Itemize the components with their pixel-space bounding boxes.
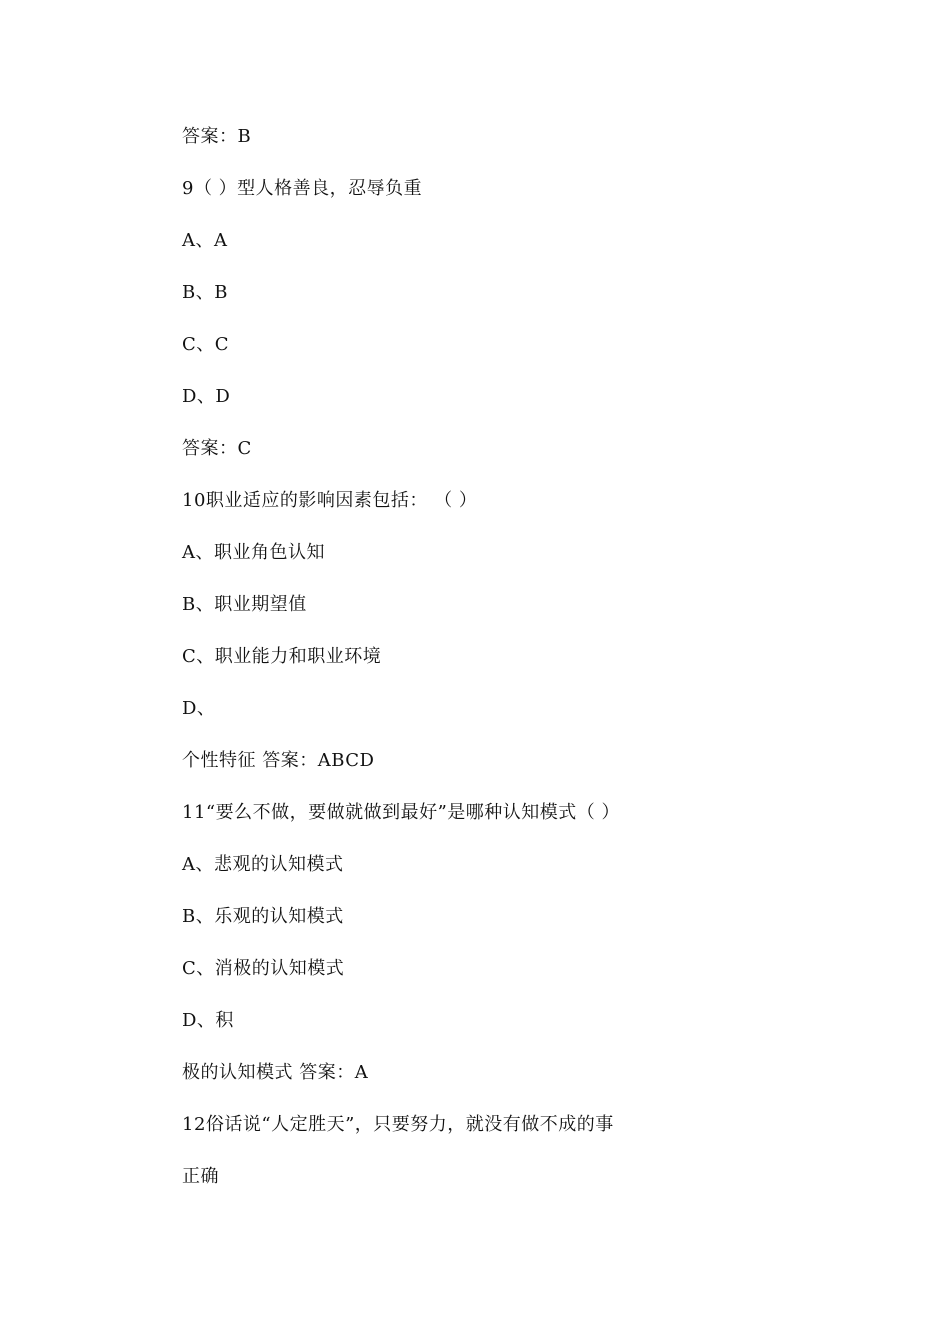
- answer-line-q9: 答案：C: [182, 438, 252, 459]
- answer-line-q8: 答案：B: [182, 126, 252, 147]
- question-11-option-d: D、积: [182, 1010, 234, 1031]
- question-11-option-c: C、消极的认知模式: [182, 958, 345, 979]
- question-12-answer: 正确: [182, 1166, 219, 1187]
- question-10-text: 10职业适应的影响因素包括： （ ）: [182, 490, 478, 511]
- question-10-option-d: D、: [182, 698, 216, 719]
- question-9-option-d: D、D: [182, 386, 231, 407]
- question-9-option-c: C、C: [182, 334, 230, 355]
- question-11-option-d-continued-answer: 极的认知模式 答案：A: [182, 1062, 369, 1083]
- question-text-block: [182, 120, 882, 1212]
- question-9-option-a: A、A: [182, 230, 228, 251]
- question-10-option-c: C、职业能力和职业环境: [182, 646, 382, 667]
- question-10-option-d-continued-answer: 个性特征 答案：ABCD: [182, 750, 375, 771]
- question-10-option-a: A、职业角色认知: [182, 542, 325, 563]
- question-9-option-b: B、B: [182, 282, 228, 303]
- question-12-text: 12俗话说“人定胜天”，只要努力，就没有做不成的事: [182, 1114, 614, 1135]
- question-11-option-a: A、悲观的认知模式: [182, 854, 344, 875]
- question-11-option-b: B、乐观的认知模式: [182, 906, 344, 927]
- question-10-option-b: B、职业期望值: [182, 594, 307, 615]
- question-9-text: 9（ ）型人格善良，忍辱负重: [182, 178, 423, 199]
- question-11-text: 11“要么不做，要做就做到最好”是哪种认知模式（ ）: [182, 802, 621, 823]
